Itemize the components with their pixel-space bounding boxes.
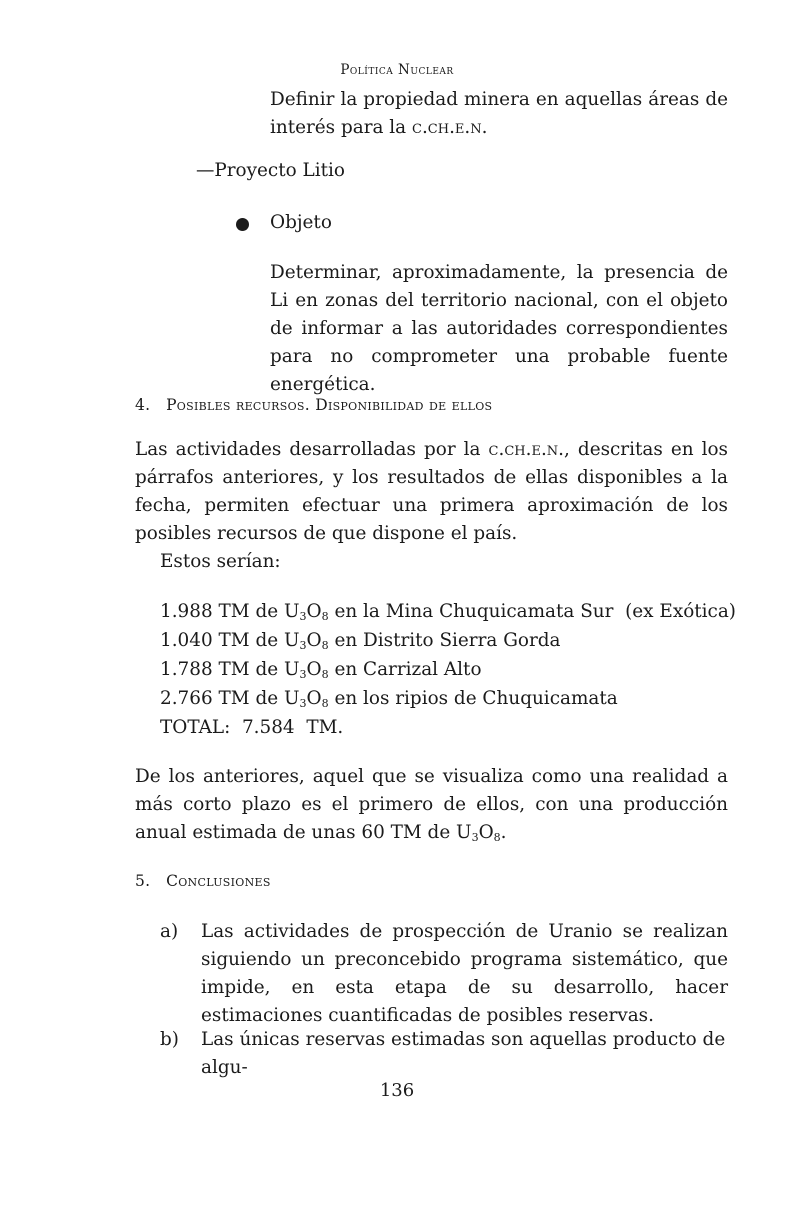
project-title: —Proyecto Litio [196,160,345,181]
resource-prep: de [255,601,279,622]
closing-end: . [500,822,507,843]
bullet-label: Objeto [270,212,332,233]
section-5-heading [135,872,271,890]
resource-sub: 8 [321,639,329,652]
section-4-closing [135,763,728,847]
section-4-heading [135,396,492,414]
resource-compound: U [284,688,300,709]
resource-sub: 8 [321,610,329,623]
section-4-text: Las actividades desarrolladas por la [135,439,489,460]
resource-compound-mid: O [306,688,322,709]
resource-sub: 3 [299,697,307,710]
page-number: 136 [379,1080,415,1101]
resource-qty: 1.988 [160,601,213,622]
resource-row [160,655,736,684]
section-4-abbr: c.ch.e.n. [488,439,565,460]
bullet-text: Determinar, aproximadamente, la presencia de Li en zonas del territorio nacional, con el objeto de informar a las autoridades correspondientes para no comprometer una probable fuente energética. [270,262,728,395]
running-head: Política Nuclear [340,62,454,78]
resource-unit: TM [218,659,250,680]
resource-sub: 3 [299,610,307,623]
resource-sub: 3 [299,668,307,681]
resources-lead: Estos serían: [160,551,281,572]
resource-unit: TM [218,601,250,622]
resource-total-text: TOTAL: 7.584 TM. [160,717,344,738]
section-4-number: 4. [135,396,151,414]
resource-compound: U [284,601,300,622]
resource-unit: TM [218,688,250,709]
resource-prep: de [255,659,279,680]
closing-text: De los anteriores, aquel que se visualiza como una realidad a más corto plazo es el primero de ellos, con una producción anual estimada de unas 60 TM de U [135,766,728,843]
resource-sub: 8 [321,697,329,710]
resource-qty: 2.766 [160,688,213,709]
resource-total [160,713,736,742]
closing-sub: 3 [471,831,479,844]
resource-sub: 8 [321,668,329,681]
resource-location: en Carrizal Alto [334,659,482,680]
resource-compound: U [284,630,300,651]
section-4-paragraph [135,436,728,548]
resource-row [160,597,736,626]
bullet-icon [236,218,249,231]
conclusion-item-b: Las únicas reservas estimadas son aquellas producto de algu- [201,1029,726,1078]
resource-unit: TM [218,630,250,651]
intro-abbr: c.ch.e.n. [412,117,488,138]
section-5-number: 5. [135,872,151,890]
resource-qty: 1.788 [160,659,213,680]
conclusion-marker-b: b) [160,1029,179,1050]
closing-compound-mid: O [478,822,494,843]
resource-compound-mid: O [306,601,322,622]
resource-prep: de [255,630,279,651]
conclusion-item-a: Las actividades de prospección de Uranio se realizan siguiendo un preconcebido programa sistemático, que impide, en esta etapa de su desarrollo, hacer estimaciones cuantificadas de posibles reservas. [201,921,728,1026]
section-4-title: Posibles recursos. Disponibilidad de ellos [166,396,493,414]
resource-compound-mid: O [306,659,322,680]
resource-row [160,684,736,713]
intro-text: Definir la propiedad minera en aquellas áreas de interés para la [270,89,728,138]
section-5-title: Conclusiones [166,872,271,890]
resource-row [160,626,736,655]
resource-location: en los ripios de Chuquicamata [334,688,618,709]
closing-sub: 8 [493,831,501,844]
resource-location: en Distrito Sierra Gorda [334,630,561,651]
resource-qty: 1.040 [160,630,213,651]
resource-prep: de [255,688,279,709]
conclusion-marker-a: a) [160,921,179,942]
resources-list [160,597,736,742]
intro-paragraph [270,86,728,142]
resource-compound-mid: O [306,630,322,651]
section-4-text-end: , descritas en los párrafos anteriores, y los resultados de ellas disponibles a la fecha, permiten efectuar una primera aproximación de los posibles recursos de que dispone el país. [135,439,728,544]
resource-sub: 3 [299,639,307,652]
resource-location: en la Mina Chuquicamata Sur (ex Exótica) [334,601,736,622]
resource-compound: U [284,659,300,680]
